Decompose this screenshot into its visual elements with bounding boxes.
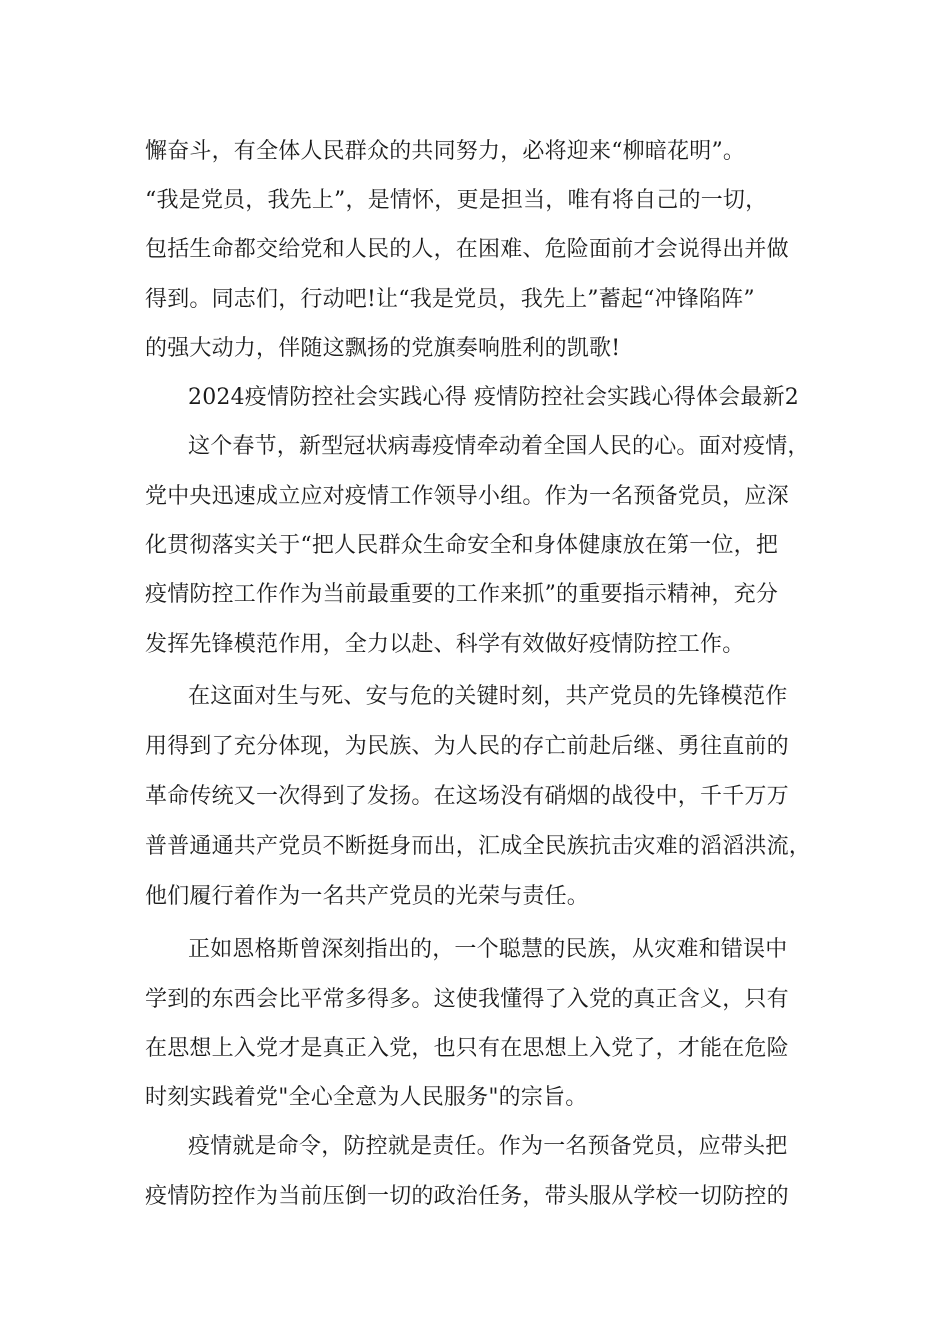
text-line: 得到。同志们，行动吧!让“我是党员，我先上”蓄起“冲锋陷阵” bbox=[145, 287, 755, 312]
text-line: 时刻实践着党"全心全意为人民服务"的宗旨。 bbox=[145, 1085, 588, 1110]
section-heading: 2024疫情防控社会实践心得 疫情防控社会实践心得体会最新2 bbox=[188, 385, 799, 410]
text-line: “我是党员，我先上”，是情怀，更是担当，唯有将自己的一切， bbox=[145, 188, 768, 213]
text-line: 疫情防控作为当前压倒一切的政治任务，带头服从学校一切防控的 bbox=[145, 1184, 789, 1209]
paragraph-first-line: 在这面对生与死、安与危的关键时刻，共产党员的先锋模范作 bbox=[188, 684, 788, 709]
text-line: 化贯彻落实关于“把人民群众生命安全和身体健康放在第一位，把 bbox=[145, 533, 779, 558]
text-line: 学到的东西会比平常多得多。这使我懂得了入党的真正含义，只有 bbox=[145, 987, 789, 1012]
text-line: 的强大动力，伴随这飘扬的党旗奏响胜利的凯歌! bbox=[145, 336, 621, 361]
text-line: 党中央迅速成立应对疫情工作领导小组。作为一名预备党员，应深 bbox=[145, 484, 789, 509]
text-line: 革命传统又一次得到了发扬。在这场没有硝烟的战役中，千千万万 bbox=[145, 784, 789, 809]
text-line: 在思想上入党才是真正入党，也只有在思想上入党了，才能在危险 bbox=[145, 1036, 789, 1061]
paragraph-first-line: 疫情就是命令，防控就是责任。作为一名预备党员，应带头把 bbox=[188, 1134, 788, 1159]
text-line: 懈奋斗，有全体人民群众的共同努力，必将迎来“柳暗花明”。 bbox=[145, 139, 746, 164]
paragraph-first-line: 这个春节，新型冠状病毒疫情牵动着全国人民的心。面对疫情， bbox=[188, 434, 810, 459]
text-line: 包括生命都交给党和人民的人，在困难、危险面前才会说得出并做 bbox=[145, 237, 789, 262]
text-line: 疫情防控工作作为当前最重要的工作来抓”的重要指示精神，充分 bbox=[145, 582, 779, 607]
text-line: 用得到了充分体现，为民族、为人民的存亡前赴后继、勇往直前的 bbox=[145, 734, 789, 759]
text-line: 普普通通共产党员不断挺身而出，汇成全民族抗击灾难的滔滔洪流， bbox=[145, 834, 812, 859]
text-line: 他们履行着作为一名共产党员的光荣与责任。 bbox=[145, 884, 590, 909]
text-line: 发挥先锋模范作用，全力以赴、科学有效做好疫情防控工作。 bbox=[145, 632, 745, 657]
paragraph-first-line: 正如恩格斯曾深刻指出的，一个聪慧的民族，从灾难和错误中 bbox=[188, 937, 788, 962]
